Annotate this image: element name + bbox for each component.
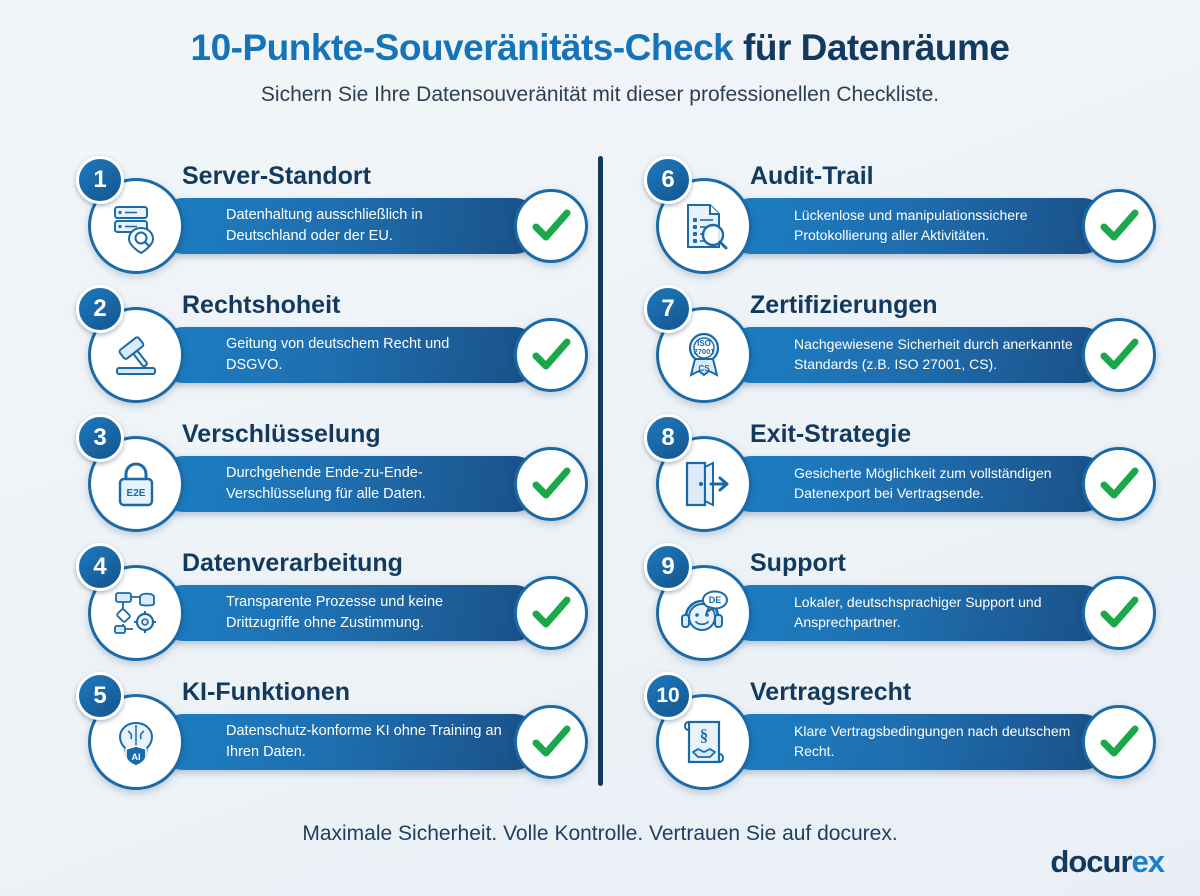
item-number-badge: 10 — [644, 672, 692, 720]
docurex-logo — [1050, 844, 1164, 880]
iso-label: ISO — [697, 339, 711, 348]
list-item[interactable] — [604, 666, 1120, 795]
item-number-badge: 2 — [76, 285, 124, 333]
list-item[interactable] — [604, 279, 1120, 408]
list-item[interactable] — [604, 150, 1120, 279]
item-number-badge: 7 — [644, 285, 692, 333]
item-number-badge: 4 — [76, 543, 124, 591]
page-title-rest: für Datenräume — [733, 27, 1010, 68]
list-item[interactable] — [36, 150, 560, 279]
item-number-badge: 8 — [644, 414, 692, 462]
lock-label: E2E — [126, 488, 146, 499]
list-item[interactable] — [36, 537, 560, 666]
item-title: Support — [750, 549, 846, 577]
check-icon — [514, 189, 588, 263]
checklist-column-right — [560, 150, 1120, 795]
header — [0, 0, 1200, 107]
check-icon — [514, 705, 588, 779]
item-number-badge: 6 — [644, 156, 692, 204]
item-description: Transparente Prozesse und keine Drittzugriffe ohne Zustimmung. — [226, 594, 444, 632]
check-icon — [1082, 576, 1156, 650]
item-description: Nachgewiesene Sicherheit durch anerkannte Standards (z.B. ISO 27001, CS). — [794, 336, 1073, 373]
check-icon — [1082, 705, 1156, 779]
page-subtitle: Sichern Sie Ihre Datensouveränität mit dieser professionellen Checkliste. — [260, 82, 940, 106]
ai-label: AI — [131, 752, 141, 762]
item-title: Verschlüsselung — [182, 420, 381, 448]
page-title — [0, 28, 1200, 69]
item-description: Datenschutz-konforme KI ohne Training an Ihren Daten. — [226, 723, 502, 761]
item-number-badge: 3 — [76, 414, 124, 462]
item-number-badge: 1 — [76, 156, 124, 204]
list-item[interactable] — [36, 408, 560, 537]
item-title: Server-Standort — [182, 162, 371, 190]
paragraph-label: § — [699, 726, 709, 745]
item-description: Klare Vertragsbedingungen nach deutschem Recht. — [794, 723, 1071, 760]
item-description: Gesicherte Möglichkeit zum vollständigen Datenexport bei Vertragsende. — [794, 465, 1052, 502]
list-item[interactable] — [604, 537, 1120, 666]
check-icon — [1082, 189, 1156, 263]
item-description: Durchgehende Ende-zu-Ende-Verschlüsselung für alle Daten. — [226, 465, 426, 503]
checklist-column-left — [0, 150, 560, 795]
item-number-badge: 5 — [76, 672, 124, 720]
item-title: KI-Funktionen — [182, 678, 351, 706]
item-title: Rechtshoheit — [182, 291, 341, 319]
item-description: Geitung von deutschem Recht und DSGVO. — [226, 336, 450, 374]
list-item[interactable] — [604, 408, 1120, 537]
iso-number-label: 27001 — [693, 347, 715, 356]
item-title: Datenverarbeitung — [182, 549, 403, 577]
item-title: Zertifizierungen — [750, 291, 938, 319]
item-title: Exit-Strategie — [750, 420, 912, 448]
logo-main: docur — [1050, 844, 1132, 879]
item-description: Lokaler, deutschsprachiger Support und Ansprechpartner. — [794, 594, 1042, 631]
item-number-badge: 9 — [644, 543, 692, 591]
item-description: Datenhaltung ausschließlich in Deutschland oder der EU. — [226, 207, 423, 245]
item-description: Lückenlose und manipulationssichere Protokollierung aller Aktivitäten. — [794, 207, 1028, 244]
list-item[interactable] — [36, 279, 560, 408]
cs-label: CS — [698, 364, 710, 373]
check-icon — [514, 576, 588, 650]
de-label: DE — [708, 595, 722, 605]
check-icon — [514, 447, 588, 521]
check-icon — [1082, 447, 1156, 521]
footer-tagline: Maximale Sicherheit. Volle Kontrolle. Vertrauen Sie auf docurex. — [302, 822, 898, 845]
check-icon — [514, 318, 588, 392]
check-icon — [1082, 318, 1156, 392]
item-title: Vertragsrecht — [750, 678, 912, 706]
checklist-columns — [0, 150, 1200, 795]
item-title: Audit-Trail — [750, 162, 874, 190]
list-item[interactable] — [36, 666, 560, 795]
logo-accent: ex — [1131, 844, 1164, 879]
page-title-accent: 10-Punkte-Souveränitäts-Check — [190, 27, 734, 68]
